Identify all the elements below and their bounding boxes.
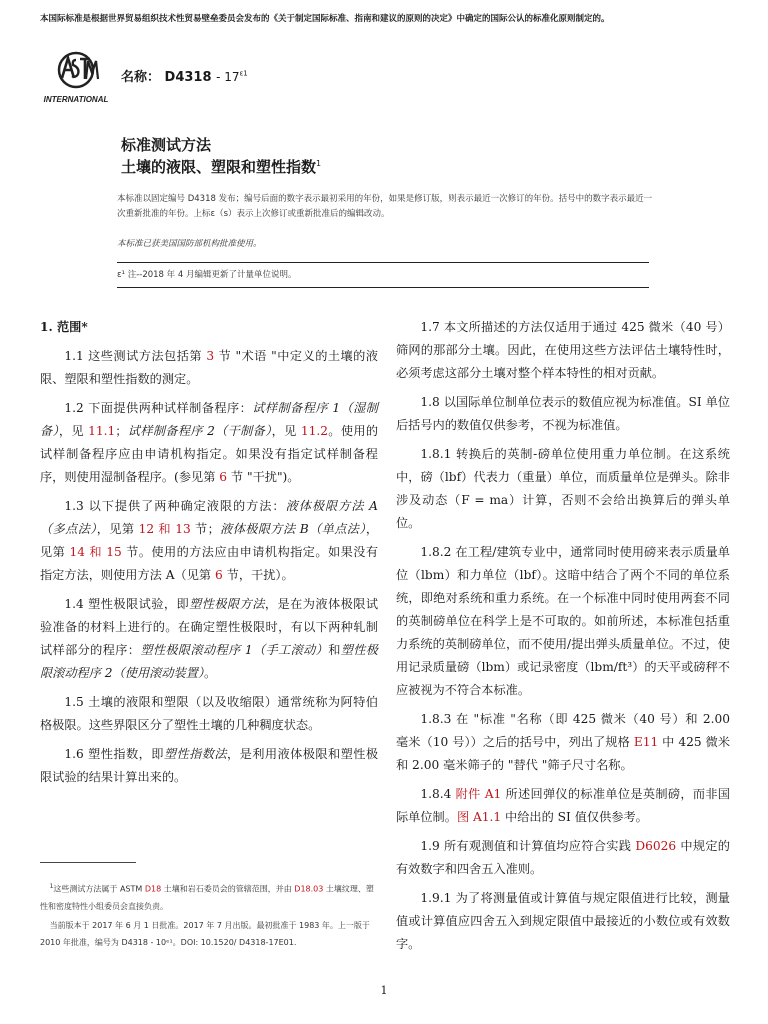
section-link[interactable]: 3: [206, 349, 215, 363]
subcommittee-link[interactable]: D18.03: [294, 884, 324, 894]
paragraph-1-8-2: 1.8.2 在工程/建筑专业中，通常同时使用磅来表示质量单位（lbm）和力单位（lbf）。这暗中结合了两个不同的单位系统，即绝对系统和重力系统。在一个标准中同时使用两套不同的英制磅单位在科学上是不可取的。如前所述，本标准包括重力系统的英制磅单位，而不使用/提出弹头质量单位。不过，使用记录质量磅（lbm）或记录密度（lbm/ft³）的天平或磅秤不应被视为不符合本标准。: [396, 545, 730, 697]
section-link[interactable]: 11.2: [300, 424, 328, 438]
paragraph-1-2: 1.2 下面提供两种试样制备程序：试样制备程序 1（湿制备），见 11.1；试样制备程序 2（干制备），见 11.2。使用的试样制备程序应由申请机构指定。如果没有指定试样制备程序，则使用湿制备程序。(参见第 6 节 "干扰")。: [40, 401, 379, 484]
title-footnote-mark: 1: [316, 159, 322, 168]
section-heading: 1. 范围*: [40, 320, 88, 334]
approval-note: 本标准已获美国国防部机构批准使用。: [117, 239, 262, 249]
footnotes: [40, 878, 380, 953]
designation: [121, 66, 248, 85]
section-link[interactable]: 12 和 13: [138, 522, 191, 536]
section-link[interactable]: 14 和 15: [69, 545, 122, 559]
paragraph-1-9-1: 1.9.1 为了将测量值或计算值与规定限值进行比较，测量值或计算值应四舍五入到规定限值中最接近的小数位或有效数字。: [396, 891, 730, 951]
editorial-note: ε¹ 注--2018 年 4 月编辑更新了计量单位说明。: [117, 270, 297, 280]
paragraph-1-5: 1.5 土壤的液限和塑限（以及收缩限）通常统称为阿特伯格极限。这些界限区分了塑性土壤的几种稠度状态。: [40, 695, 378, 732]
title-text: 土壤的液限、塑限和塑性指数: [121, 158, 317, 176]
paragraph-1-8-3: 1.8.3 在 "标准 "名称（即 425 微米（40 号）和 2.00 毫米（10 号））之后的括号中，列出了规格 E11 中 425 微米和 2.00 毫米筛子的 "替代 "筛子尺寸名称。: [396, 712, 731, 772]
footnote-divider: [40, 862, 136, 863]
section-link[interactable]: 6: [219, 470, 228, 484]
document-title-line2: [121, 156, 321, 177]
issuance-note: 本标准以固定编号 D4318 发布；编号后面的数字表示最初采用的年份，如果是修订版，则表示最近一次修订的年份。括号中的数字表示最近一次重新批准的年份。上标ε（s）表示上次修订或重新批准后的编辑改动。: [117, 194, 653, 219]
divider: [117, 262, 649, 263]
designation-superscript: ε1: [239, 69, 248, 78]
paragraph-1-1: 1.1 这些测试方法包括第 3 节 "术语 "中定义的土壤的液限、塑限和塑性指数的测定。: [40, 349, 378, 386]
astm-logo: [40, 48, 112, 108]
right-column: [396, 316, 730, 962]
paragraph-1-8-1: 1.8.1 转换后的英制-磅单位使用重力单位制。在这系统中，磅（lbf）代表力（重量）单位，而质量单位是弹头。除非涉及动态（F = ma）计算，否则不会给出换算后的弹头单位。: [396, 447, 730, 530]
paragraph-1-9: 1.9 所有观测值和计算值均应符合实践 D6026 中规定的有效数字和四舍五入准则。: [396, 839, 730, 876]
figure-link[interactable]: 图 A1.1: [456, 810, 502, 824]
paragraph-1-8-4: 1.8.4 附件 A1 所述回弹仪的标准单位是英制磅，而非国际单位制。图 A1.1 中给出的 SI 值仅供参考。: [396, 787, 730, 824]
designation-label: 名称：: [121, 70, 161, 85]
standards-notice: 本国际标准是根据世界贸易组织技术性贸易壁垒委员会发布的《关于制定国际标准、指南和建议的原则的决定》中确定的国际公认的标准化原则制定的。: [40, 14, 610, 24]
paragraph-1-3: 1.3 以下提供了两种确定液限的方法：液体极限方法 A（多点法），见第 12 和 13 节；液体极限方法 B（单点法），见第 14 和 15 节。使用的方法应由申请机构指定。如果没有指定方法，则使用方法 A（见第 6 节，干扰）。: [40, 499, 379, 582]
left-column: [40, 316, 378, 795]
section-link[interactable]: 11.1: [88, 424, 116, 438]
section-link[interactable]: 6: [215, 568, 223, 582]
designation-year: - 17: [216, 70, 240, 84]
annex-link[interactable]: 附件 A1: [455, 787, 502, 801]
designation-code: D4318: [164, 70, 212, 85]
footnote-1: $^1$这些测试方法属于 ASTM D18 土壤和岩石委员会的管辖范围，并由 D18.03 土壤纹理、塑性和密度特性小组委员会直接负责。: [40, 883, 374, 911]
paragraph-1-6: 1.6 塑性指数，即塑性指数法，是利用液体极限和塑性极限试验的结果计算出来的。: [40, 747, 379, 784]
paragraph-1-7: 1.7 本文所描述的方法仅适用于通过 425 微米（40 号）筛网的那部分土壤。因此，在使用这些方法评估土壤特性时，必须考虑这部分土壤对整个样本特性的相对贡献。: [396, 320, 730, 380]
divider: [117, 287, 649, 288]
footnote-2: 当前版本于 2017 年 6 月 1 日批准。2017 年 7 月出版。最初批准于 1983 年。上一版于 2010 年批准，编号为 D4318 - 10ᵉ¹。DOI: 10.1520/ D4318-17E01.: [40, 920, 370, 947]
paragraph-1-8: 1.8 以国际单位制单位表示的数值应视为标准值。SI 单位后括号内的数值仅供参考，不视为标准值。: [396, 395, 730, 432]
committee-link[interactable]: D18: [144, 884, 162, 894]
paragraph-1-4: 1.4 塑性极限试验，即塑性极限方法，是在为液体极限试验准备的材料上进行的。在确定塑性极限时，有以下两种轧制试样部分的程序：塑性极限滚动程序 1（手工滚动）和塑性极限滚动程序 2（使用滚动装置）。: [40, 597, 379, 680]
standard-link[interactable]: D6026: [635, 839, 677, 853]
page-number: 1: [380, 984, 388, 997]
svg-text:INTERNATIONAL: INTERNATIONAL: [43, 95, 109, 104]
document-title-line1: 标准测试方法: [121, 136, 212, 154]
standard-link[interactable]: E11: [633, 735, 659, 749]
